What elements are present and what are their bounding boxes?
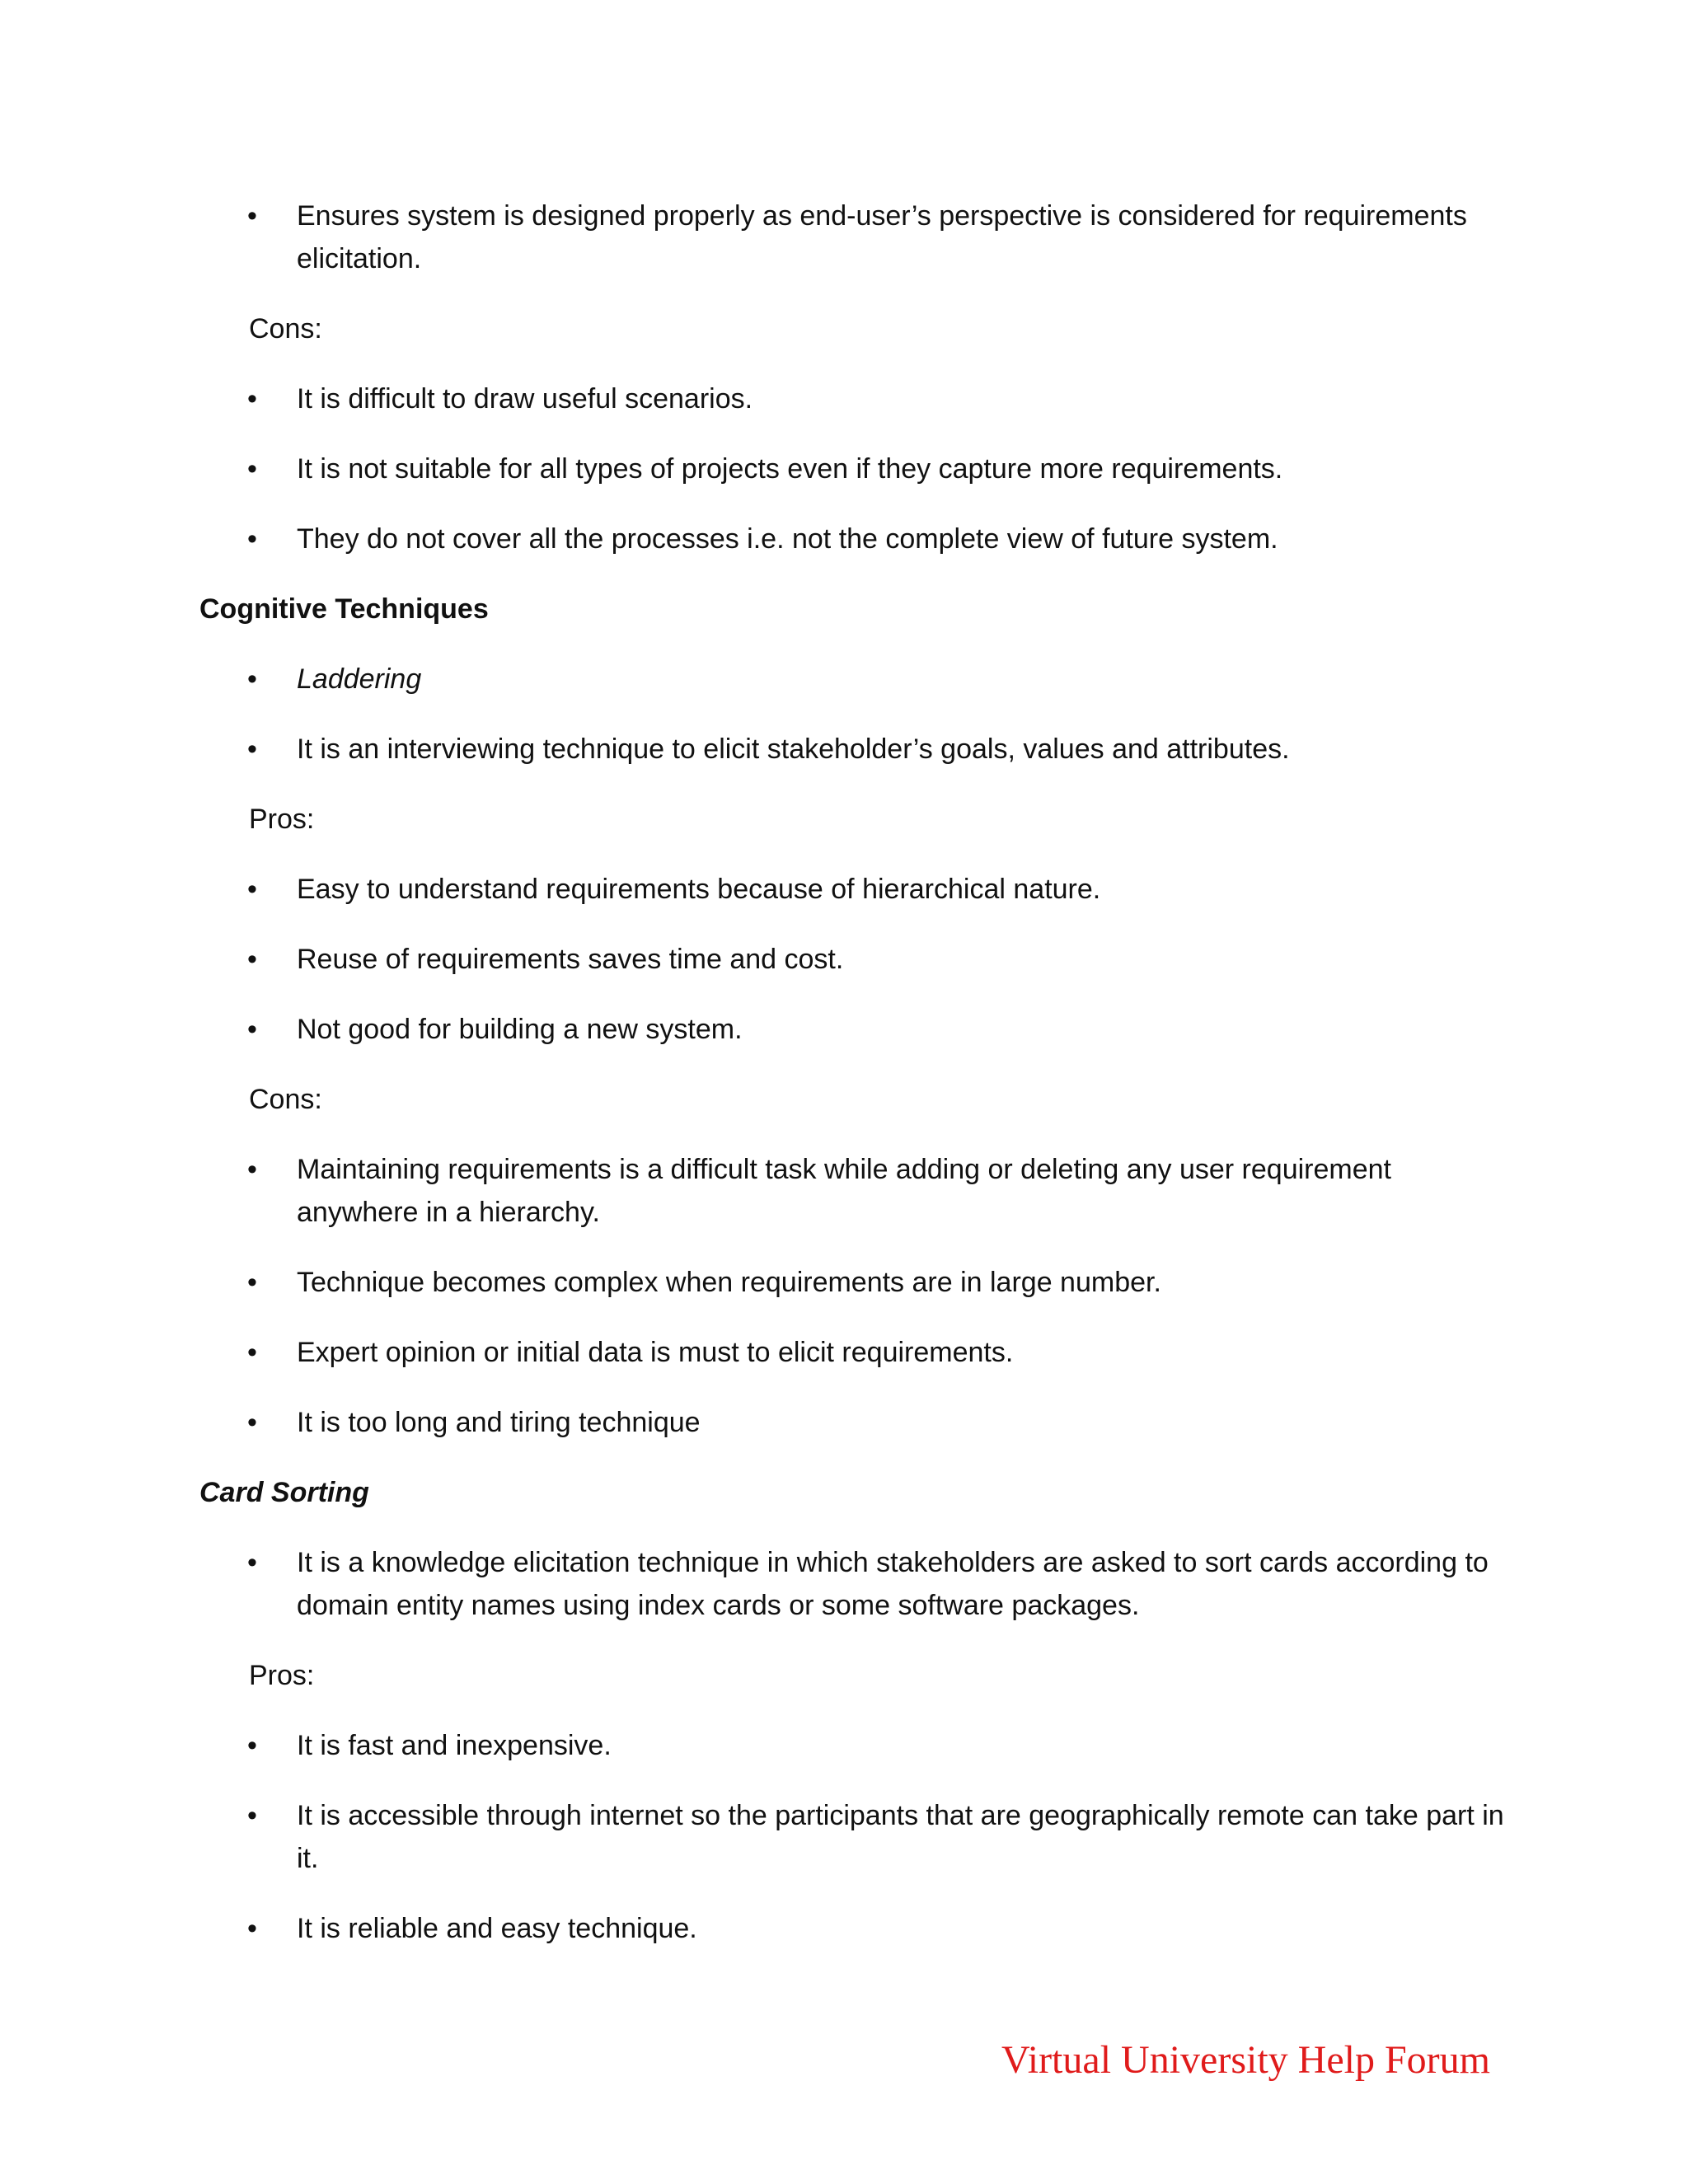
list-item-text: It is accessible through internet so the participants that are geographically remote can take part in it. <box>297 1800 1504 1874</box>
list-item <box>199 1148 1518 1234</box>
bullet-icon: • <box>247 200 257 232</box>
bullet-icon: • <box>247 733 257 765</box>
list-item-text: Ensures system is designed properly as end-user’s perspective is considered for requirements elicitation. <box>297 200 1467 274</box>
bullet-icon: • <box>247 1014 257 1045</box>
bullet-icon: • <box>247 523 257 555</box>
section-label: Cons: <box>249 313 322 344</box>
bullet-icon: • <box>247 453 257 485</box>
list-item-text: They do not cover all the processes i.e. not the complete view of future system. <box>297 523 1278 555</box>
bullet-icon: • <box>247 874 257 905</box>
bullet-icon: • <box>247 663 257 695</box>
list-item <box>199 938 1518 981</box>
list-item <box>199 1794 1518 1880</box>
section-heading: Cognitive Techniques <box>199 593 489 625</box>
bullet-icon: • <box>247 383 257 415</box>
list-item <box>199 1008 1518 1051</box>
bullet-icon: • <box>247 1154 257 1185</box>
list-item <box>199 868 1518 911</box>
list-item-text: Maintaining requirements is a difficult task while adding or deleting any user requirement anywhere in a hierarchy. <box>297 1154 1391 1228</box>
list-item <box>199 194 1518 280</box>
list-item <box>199 1541 1518 1627</box>
list-item-text: It is fast and inexpensive. <box>297 1730 612 1761</box>
section-label: Pros: <box>249 804 315 835</box>
bullet-icon: • <box>247 1267 257 1298</box>
section-heading: Card Sorting <box>199 1477 369 1508</box>
list-item <box>199 1331 1518 1374</box>
bullet-icon: • <box>247 1913 257 1944</box>
bullet-icon: • <box>247 1800 257 1831</box>
list-item-text: It is an interviewing technique to elicit stakeholder’s goals, values and attributes. <box>297 733 1290 765</box>
list-item-text: Reuse of requirements saves time and cost. <box>297 944 844 975</box>
list-item-text: Easy to understand requirements because of hierarchical nature. <box>297 874 1101 905</box>
list-item <box>199 1724 1518 1767</box>
list-item <box>199 448 1518 490</box>
list-item-text: It is not suitable for all types of projects even if they capture more requirements. <box>297 453 1283 485</box>
list-item-text: It is a knowledge elicitation technique in which stakeholders are asked to sort cards according to domain entity names using index cards or some software packages. <box>297 1547 1489 1621</box>
list-item-text: Not good for building a new system. <box>297 1014 743 1045</box>
list-item <box>199 377 1518 420</box>
list-item-text: Laddering <box>297 663 422 695</box>
list-item-text: It is difficult to draw useful scenarios. <box>297 383 753 415</box>
list-item <box>199 518 1518 560</box>
list-item <box>199 658 1518 701</box>
bullet-icon: • <box>247 1337 257 1368</box>
list-item <box>199 1401 1518 1444</box>
section-label: Pros: <box>249 1660 315 1691</box>
bullet-icon: • <box>247 1547 257 1578</box>
document-body <box>199 194 1518 1977</box>
list-item-text: Expert opinion or initial data is must to elicit requirements. <box>297 1337 1014 1368</box>
list-item-text: Technique becomes complex when requirements are in large number. <box>297 1267 1161 1298</box>
bullet-icon: • <box>247 1407 257 1438</box>
list-item <box>199 1261 1518 1304</box>
section-label: Cons: <box>249 1084 322 1115</box>
list-item <box>199 728 1518 771</box>
list-item <box>199 1907 1518 1950</box>
bullet-icon: • <box>247 944 257 975</box>
list-item-text: It is too long and tiring technique <box>297 1407 701 1438</box>
list-item-text: It is reliable and easy technique. <box>297 1913 697 1944</box>
bullet-icon: • <box>247 1730 257 1761</box>
watermark-text: Virtual University Help Forum <box>1001 2038 1490 2082</box>
